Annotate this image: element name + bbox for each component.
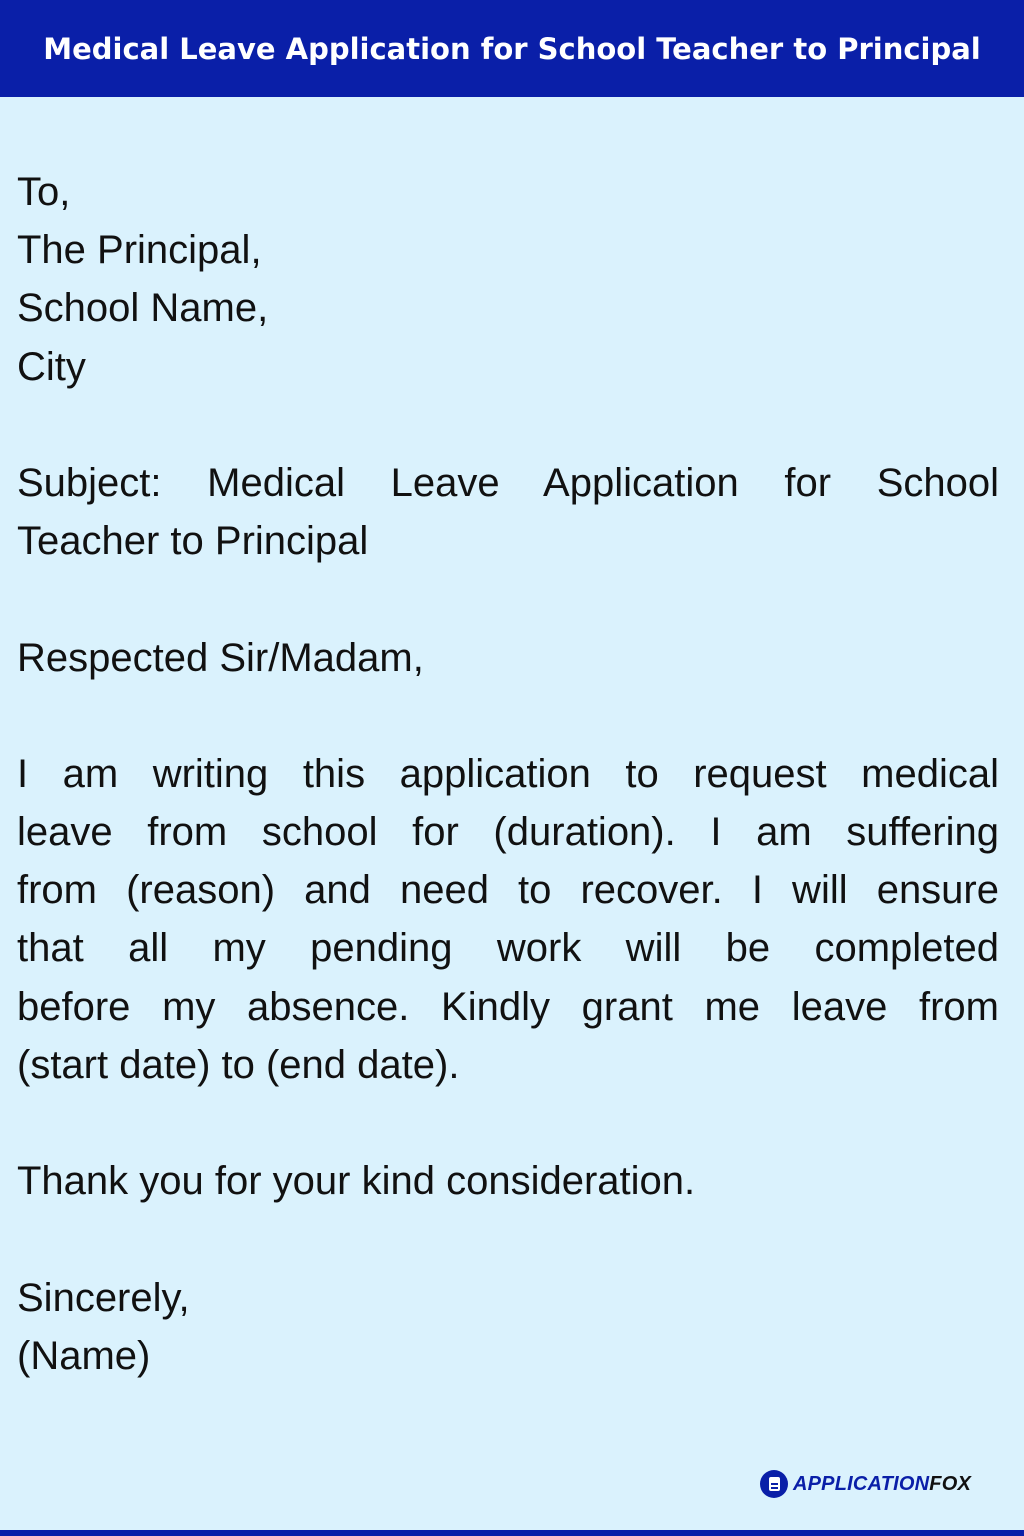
logo-text-part2: FOX (929, 1472, 971, 1495)
body-line: I am writing this application to request medical (17, 751, 999, 796)
logo-text-part1: APPLICATION (793, 1472, 930, 1495)
document-icon (760, 1470, 788, 1498)
subject-line: Teacher to Principal (17, 519, 369, 564)
logo-text (793, 1473, 971, 1496)
subject-line: Subject: Medical Leave Application for School (17, 460, 999, 505)
signature-name: (Name) (17, 1333, 151, 1378)
bottom-border (0, 1530, 1024, 1536)
body-line: that all my pending work will be completed (17, 926, 999, 971)
body-line: (start date) to (end date). (17, 1042, 460, 1087)
header-banner (0, 0, 1024, 97)
page-title: Medical Leave Application for School Teacher to Principal (43, 31, 981, 66)
address-line: The Principal, (17, 228, 262, 273)
letter-body (17, 163, 999, 1385)
body-line: before my absence. Kindly grant me leave from (17, 984, 999, 1029)
closing: Sincerely, (17, 1275, 190, 1320)
applicationfox-logo (760, 1470, 971, 1498)
salutation: Respected Sir/Madam, (17, 635, 424, 680)
thanks-line: Thank you for your kind consideration. (17, 1159, 696, 1204)
address-line: To, (17, 170, 71, 214)
address-line: City (17, 344, 86, 389)
address-line: School Name, (17, 286, 269, 331)
body-line: from (reason) and need to recover. I will ensure (17, 868, 999, 913)
body-line: leave from school for (duration). I am suffering (17, 810, 999, 855)
